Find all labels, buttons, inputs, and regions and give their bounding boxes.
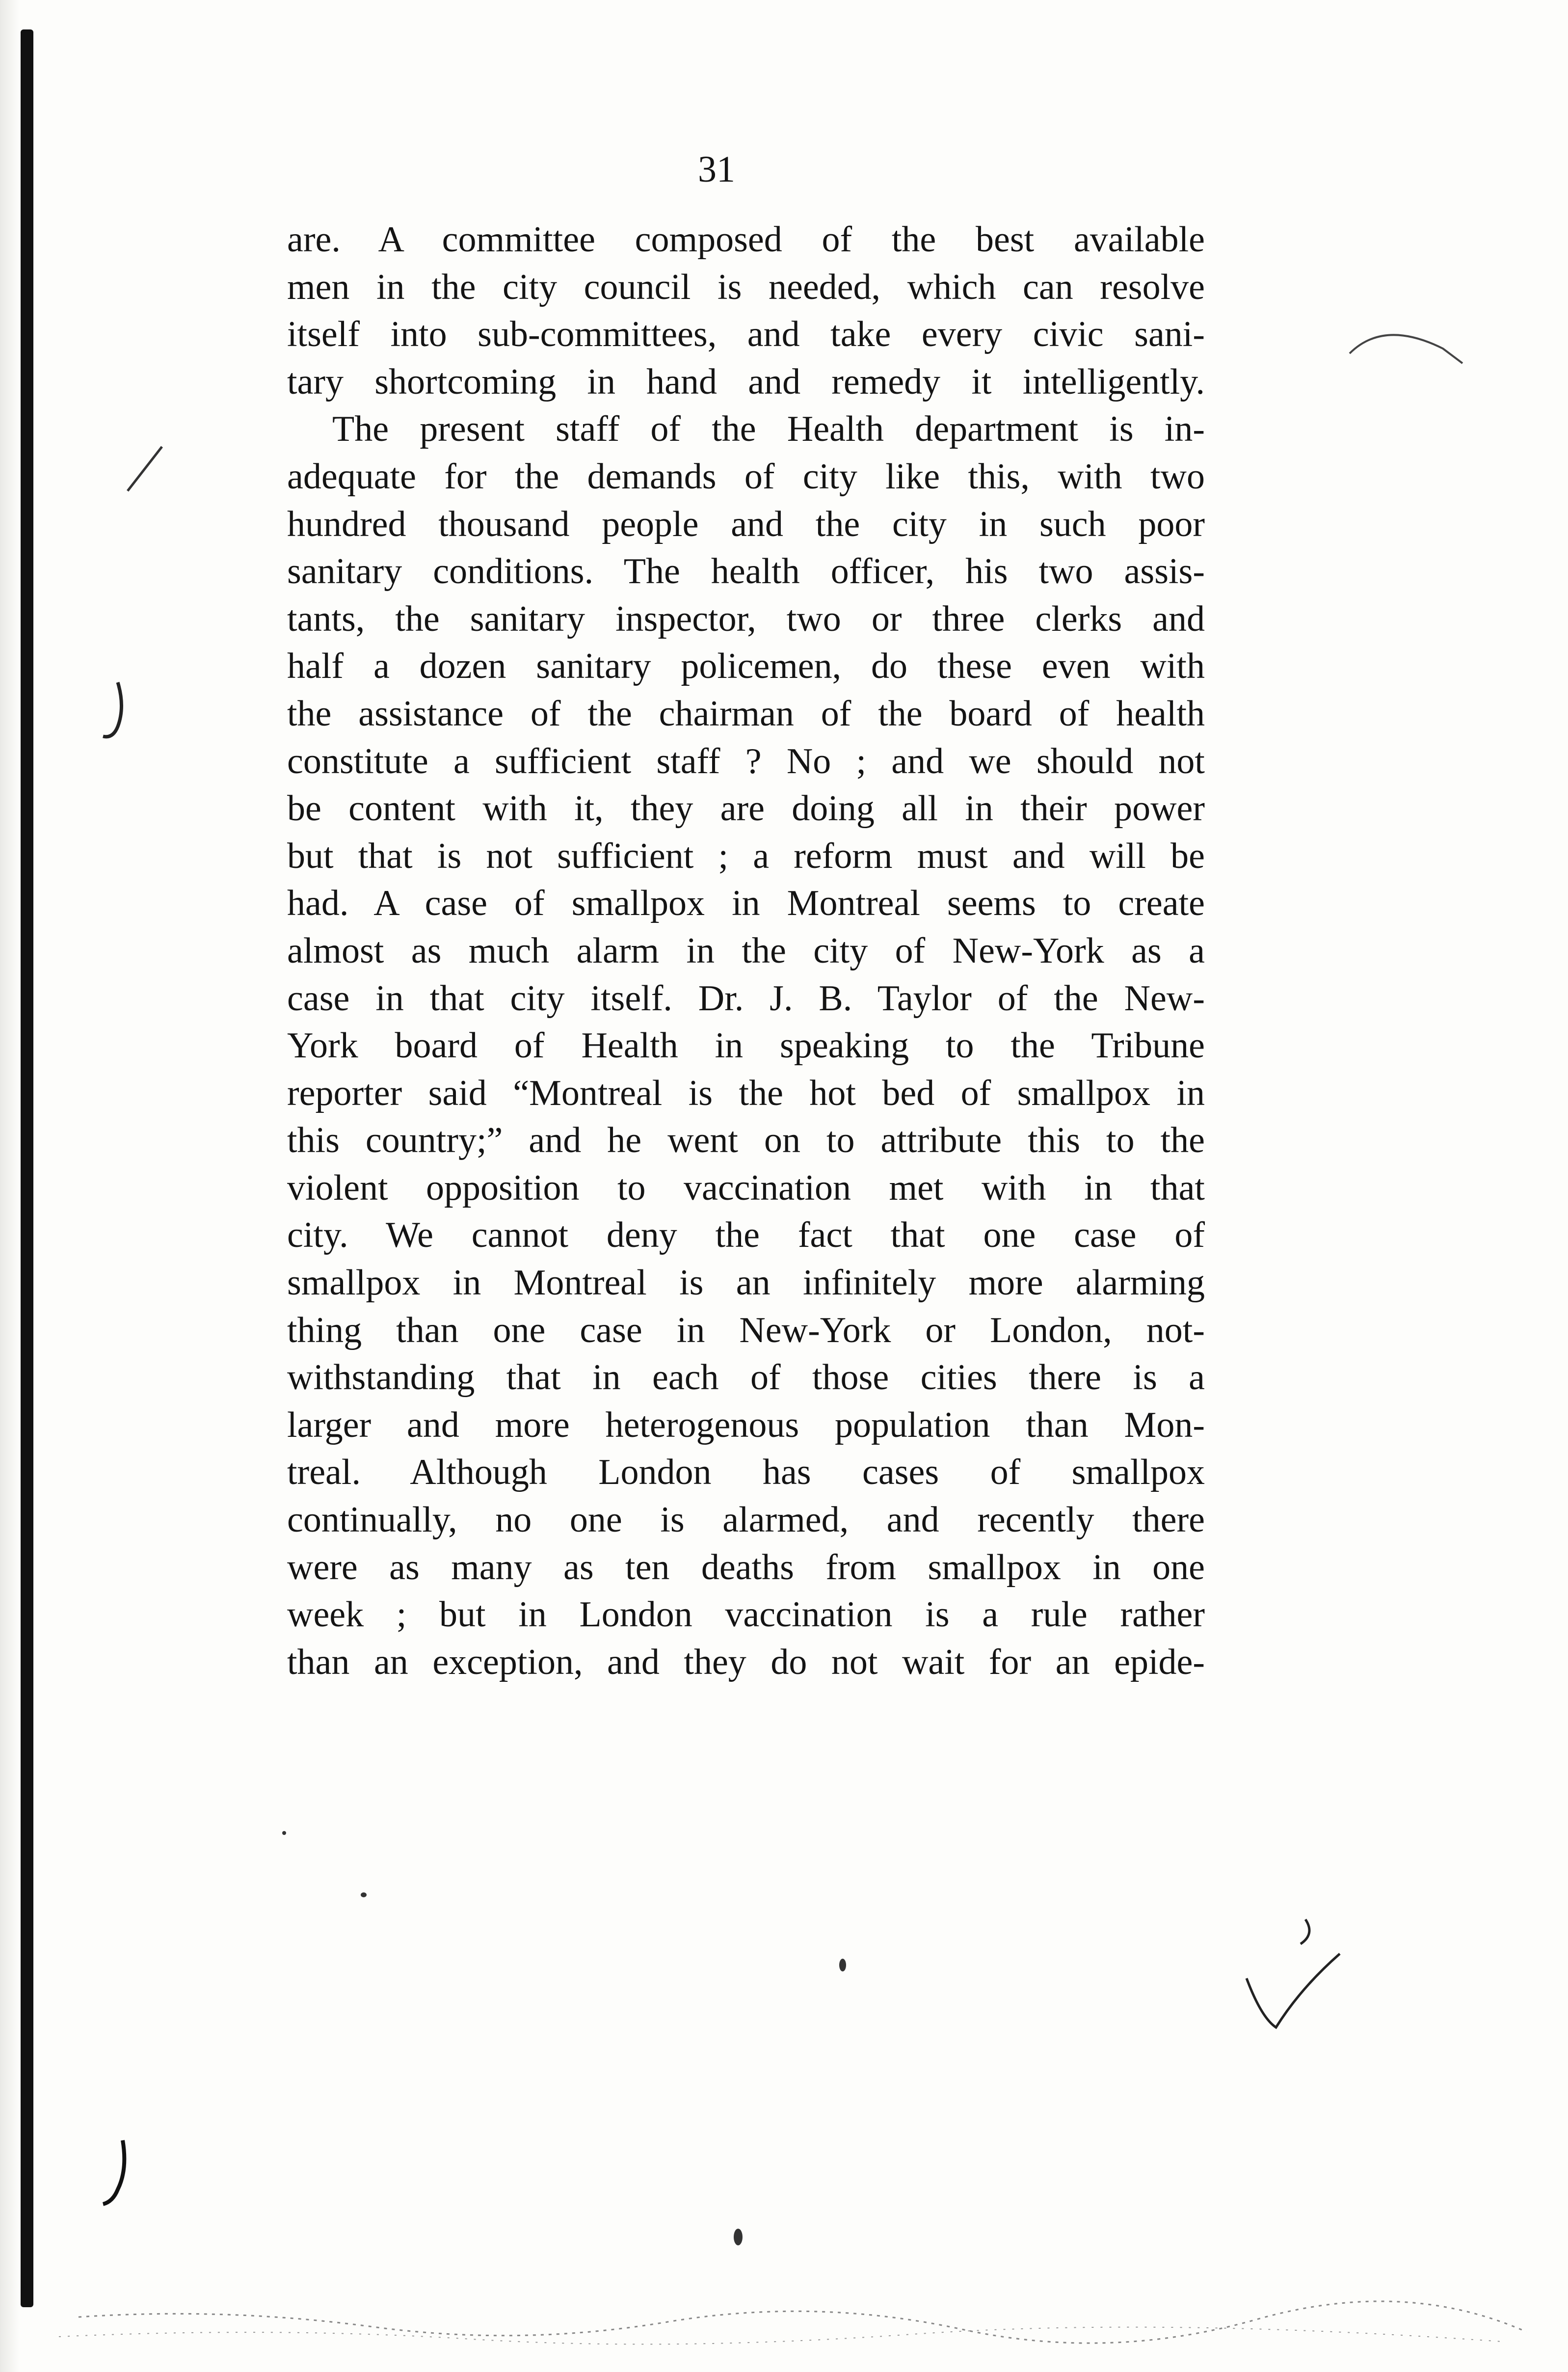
ink-spot [282, 1831, 286, 1835]
text-line: tary shortcoming in hand and remedy it intelligently. [287, 361, 1205, 402]
text-line: city. We cannot deny the fact that one case of [287, 1215, 1205, 1256]
text-line: hundred thousand people and the city in such poor [287, 504, 1205, 544]
text-line: this country;” and he went on to attribute this to the [287, 1120, 1205, 1161]
binding-edge [21, 29, 33, 2307]
margin-hook-mark [98, 677, 137, 746]
text-line: half a dozen sanitary policemen, do these even with [287, 646, 1205, 687]
text-line: treal. Although London has cases of smallpox [287, 1452, 1205, 1493]
text-line: men in the city council is needed, which can resolve [287, 267, 1205, 307]
text-line: tants, the sanitary inspector, two or three clerks and [287, 598, 1205, 639]
text-line: than an exception, and they do not wait for an epide- [287, 1642, 1205, 1682]
text-line: sanitary conditions. The health officer, his two assis- [287, 551, 1205, 592]
text-line: continually, no one is alarmed, and recently there [287, 1500, 1205, 1540]
ink-spot [839, 1959, 846, 1971]
text-line: almost as much alarm in the city of New-York as a [287, 930, 1205, 971]
body-text [287, 216, 1205, 1686]
text-line: violent opposition to vaccination met with in that [287, 1167, 1205, 1208]
text-line: case in that city itself. Dr. J. B. Taylor of the New- [287, 978, 1205, 1019]
page-number: 31 [698, 149, 735, 190]
text-line: York board of Health in speaking to the Tribune [287, 1025, 1205, 1066]
scan-noise [29, 2273, 1551, 2346]
text-line: thing than one case in New-York or London, not- [287, 1310, 1205, 1350]
text-line: withstanding that in each of those cities there is a [287, 1357, 1205, 1398]
ink-spot [361, 1892, 367, 1897]
text-line: be content with it, they are doing all in their power [287, 788, 1205, 829]
text-line: adequate for the demands of city like this, with two [287, 456, 1205, 497]
text-line: reporter said “Montreal is the hot bed of smallpox in [287, 1073, 1205, 1113]
text-line: larger and more heterogenous population than Mon- [287, 1404, 1205, 1445]
text-line: but that is not sufficient ; a reform must and will be [287, 836, 1205, 876]
ink-spot [734, 2229, 743, 2245]
text-line: were as many as ten deaths from smallpox in one [287, 1547, 1205, 1588]
margin-stroke-mark [123, 442, 167, 496]
text-line: itself into sub-committees, and take every civic sani- [287, 314, 1205, 355]
text-line: week ; but in London vaccination is a rule rather [287, 1594, 1205, 1635]
margin-arc-mark [1345, 324, 1492, 422]
text-line: the assistance of the chairman of the board of health [287, 693, 1205, 734]
margin-check-mark [1242, 1914, 1350, 2042]
text-line: smallpox in Montreal is an infinitely more alarming [287, 1263, 1205, 1303]
text-line: The present staff of the Health department is in- [332, 409, 1205, 450]
text-line: constitute a sufficient staff ? No ; and we should not [287, 741, 1205, 782]
text-line: had. A case of smallpox in Montreal seems to create [287, 883, 1205, 924]
margin-hook-mark-lower [98, 2135, 137, 2209]
binding-shadow [0, 0, 20, 2372]
text-line: are. A committee composed of the best available [287, 219, 1205, 260]
